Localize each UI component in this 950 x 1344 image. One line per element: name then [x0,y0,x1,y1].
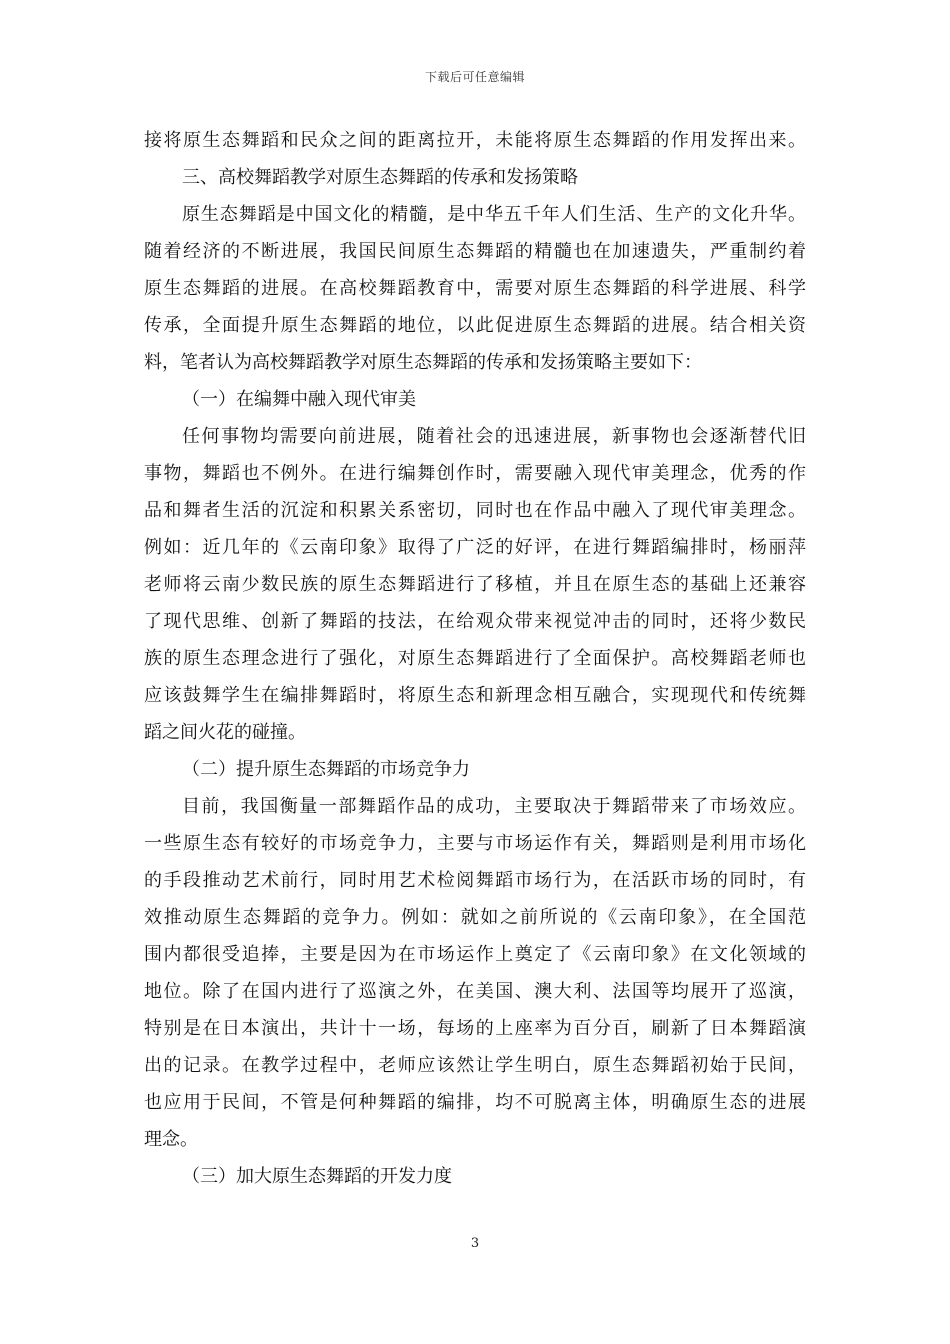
document-body [144,122,806,1195]
body-line: 原生态舞蹈的进展。在高校舞蹈教育中，需要对原生态舞蹈的科学进展、科学 [144,278,806,299]
page-header: 下载后可任意编辑 [424,70,525,84]
body-line: 族的原生态理念进行了强化，对原生态舞蹈进行了全面保护。高校舞蹈老师也 [144,648,806,669]
page-number: 3 [470,1236,480,1251]
paragraph-first-line: 目前，我国衡量一部舞蹈作品的成功，主要取决于舞蹈带来了市场效应。 [182,796,806,817]
section-heading: 三、高校舞蹈教学对原生态舞蹈的传承和发扬策略 [182,167,578,188]
paragraph-first-line: 任何事物均需要向前进展，随着社会的迅速进展，新事物也会逐渐替代旧 [182,426,806,447]
body-line: 理念。 [144,1129,198,1150]
body-line: 例如：近几年的《云南印象》取得了广泛的好评，在进行舞蹈编排时，杨丽萍 [144,537,806,558]
body-line: 品和舞者生活的沉淀和积累关系密切，同时也在作品中融入了现代审美理念。 [144,500,806,521]
body-line: 事物，舞蹈也不例外。在进行编舞创作时，需要融入现代审美理念，优秀的作 [144,463,806,484]
body-line: 也应用于民间，不管是何种舞蹈的编排，均不可脱离主体，明确原生态的进展 [144,1092,806,1113]
body-line: 传承，全面提升原生态舞蹈的地位，以此促进原生态舞蹈的进展。结合相关资 [144,315,806,336]
body-line: 蹈之间火花的碰撞。 [144,722,306,743]
body-line: 应该鼓舞学生在编排舞蹈时，将原生态和新理念相互融合，实现现代和传统舞 [144,685,806,706]
subsection-heading: （三）加大原生态舞蹈的开发力度 [182,1166,452,1187]
body-line: 了现代思维、创新了舞蹈的技法，在给观众带来视觉冲击的同时，还将少数民 [144,611,806,632]
body-line: 出的记录。在教学过程中，老师应该然让学生明白，原生态舞蹈初始于民间， [144,1055,806,1076]
subsection-heading: （一）在编舞中融入现代审美 [182,389,416,410]
subsection-heading: （二）提升原生态舞蹈的市场竞争力 [182,759,470,780]
body-line: 效推动原生态舞蹈的竞争力。例如：就如之前所说的《云南印象》，在全国范 [144,907,806,928]
body-line: 一些原生态有较好的市场竞争力，主要与市场运作有关，舞蹈则是利用市场化 [144,833,806,854]
body-line: 特别是在日本演出，共计十一场，每场的上座率为百分百，刷新了日本舞蹈演 [144,1018,806,1039]
body-line: 接将原生态舞蹈和民众之间的距离拉开，未能将原生态舞蹈的作用发挥出来。 [144,130,806,151]
body-line: 地位。除了在国内进行了巡演之外，在美国、澳大利、法国等均展开了巡演， [144,981,806,1002]
body-line: 料，笔者认为高校舞蹈教学对原生态舞蹈的传承和发扬策略主要如下： [144,352,702,373]
body-line: 随着经济的不断进展，我国民间原生态舞蹈的精髓也在加速遗失，严重制约着 [144,241,806,262]
body-line: 的手段推动艺术前行，同时用艺术检阅舞蹈市场行为，在活跃市场的同时，有 [144,870,806,891]
paragraph-first-line: 原生态舞蹈是中国文化的精髓，是中华五千年人们生活、生产的文化升华。 [182,204,806,225]
body-line: 老师将云南少数民族的原生态舞蹈进行了移植，并且在原生态的基础上还兼容 [144,574,806,595]
body-line: 围内都很受追捧，主要是因为在市场运作上奠定了《云南印象》在文化领域的 [144,944,806,965]
